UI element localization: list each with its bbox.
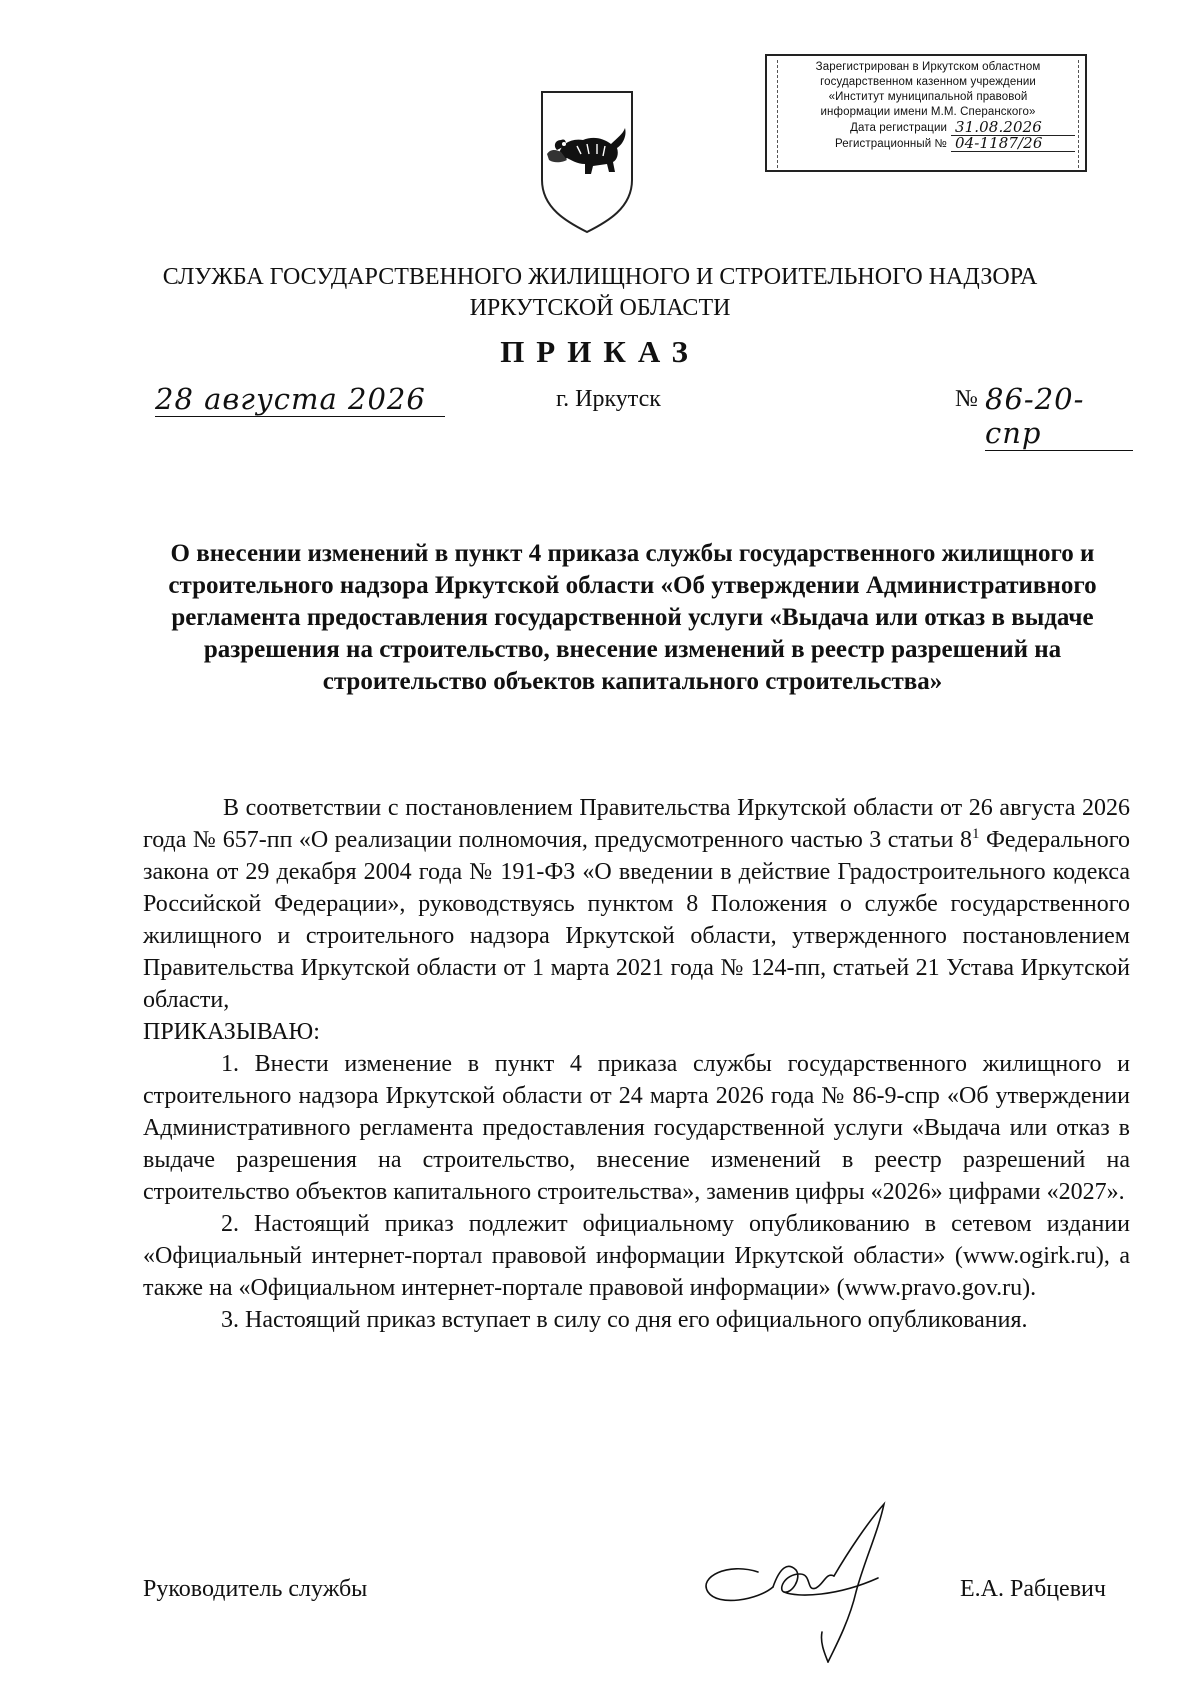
agency-name-line: ИРКУТСКОЙ ОБЛАСТИ xyxy=(469,295,731,321)
signatory-role: Руководитель службы xyxy=(143,1576,368,1602)
order-verb: ПРИКАЗЫВАЮ: xyxy=(143,1019,320,1045)
agency-name xyxy=(0,262,1200,324)
preamble-paragraph xyxy=(143,792,1130,1016)
coat-of-arms-emblem xyxy=(537,88,637,236)
preamble-superscript: 1 xyxy=(971,826,980,842)
agency-name-line: СЛУЖБА ГОСУДАРСТВЕННОГО ЖИЛИЩНОГО И СТРОИТЕЛЬНОГО НАДЗОРА xyxy=(162,264,1038,290)
stamp-reg-date-label: Дата регистрации xyxy=(850,122,947,134)
order-item-3: 3. Настоящий приказ вступает в силу со дня его официального опубликования. xyxy=(221,1307,1028,1333)
document-title: О внесении изменений в пункт 4 приказа службы государственного жилищного и строительного надзора Иркутской области «Об утверждении Административного регламента предоставления государственной услуги «Выдача или отказ в выдаче разрешения на строительство, внесение изменений в реестр разрешений на строительство объектов капитального строительства» xyxy=(168,540,1097,695)
registration-stamp xyxy=(765,54,1087,172)
stamp-line: государственном казенном учреждении xyxy=(820,76,1036,88)
stamp-reg-number-label: Регистрационный № xyxy=(834,138,947,150)
order-number-label: № xyxy=(955,386,978,412)
order-city: г. Иркутск xyxy=(556,386,661,412)
order-item-2: 2. Настоящий приказ подлежит официальному опубликованию в сетевом издании «Официальный интернет-портал правовой информации Иркутской области» (www.ogirk.ru), а также на «Официальном интернет-портале правовой информации» (www.pravo.gov.ru). xyxy=(143,1211,1130,1301)
stamp-reg-number-value: 04-1187/26 xyxy=(951,136,1075,152)
order-item-1: 1. Внести изменение в пункт 4 приказа службы государственного жилищного и строительного надзора Иркутской области от 24 марта 2026 года № 86-9-спр «Об утверждении Административного регламента предоставления государственной услуги «Выдача или отказ в выдаче разрешения на строительство, внесение изменений в реестр разрешений на строительство объектов капитального строительства», заменив цифры «2026» цифрами «2027». xyxy=(143,1051,1130,1205)
order-number-handwritten: 86-20-спр xyxy=(985,382,1133,451)
signatory-name: Е.А. Рабцевич xyxy=(960,1576,1106,1602)
stamp-reg-date-value: 31.08.2026 xyxy=(951,120,1075,136)
stamp-line: Зарегистрирован в Иркутском областном xyxy=(815,61,1041,73)
preamble-text: В соответствии с постановлением Правительства Иркутской области от 26 августа 2026 года № 657-пп «О реализации полномочия, предусмотренного частью 3 статьи 8 xyxy=(143,795,1130,853)
document-body xyxy=(143,792,1130,1336)
stamp-line: информации имени М.М. Сперанского» xyxy=(820,106,1036,118)
preamble-text-continued: Федерального закона от 29 декабря 2004 года № 191-ФЗ «О введении в действие Градостроительного кодекса Российской Федерации», руководствуясь пунктом 8 Положения о службе государственного жилищного и строительного надзора Иркутской области, утвержденного постановлением Правительства Иркутской области от 1 марта 2021 года № 124-пп, статьей 21 Устава Иркутской области, xyxy=(143,827,1130,1013)
document-type-heading: ПРИКАЗ xyxy=(500,334,700,369)
handwritten-signature xyxy=(688,1492,948,1672)
stamp-reg-number-row xyxy=(781,136,1075,152)
order-date-handwritten: 28 августа 2026 xyxy=(155,382,445,417)
stamp-line: «Институт муниципальной правовой xyxy=(828,91,1028,103)
